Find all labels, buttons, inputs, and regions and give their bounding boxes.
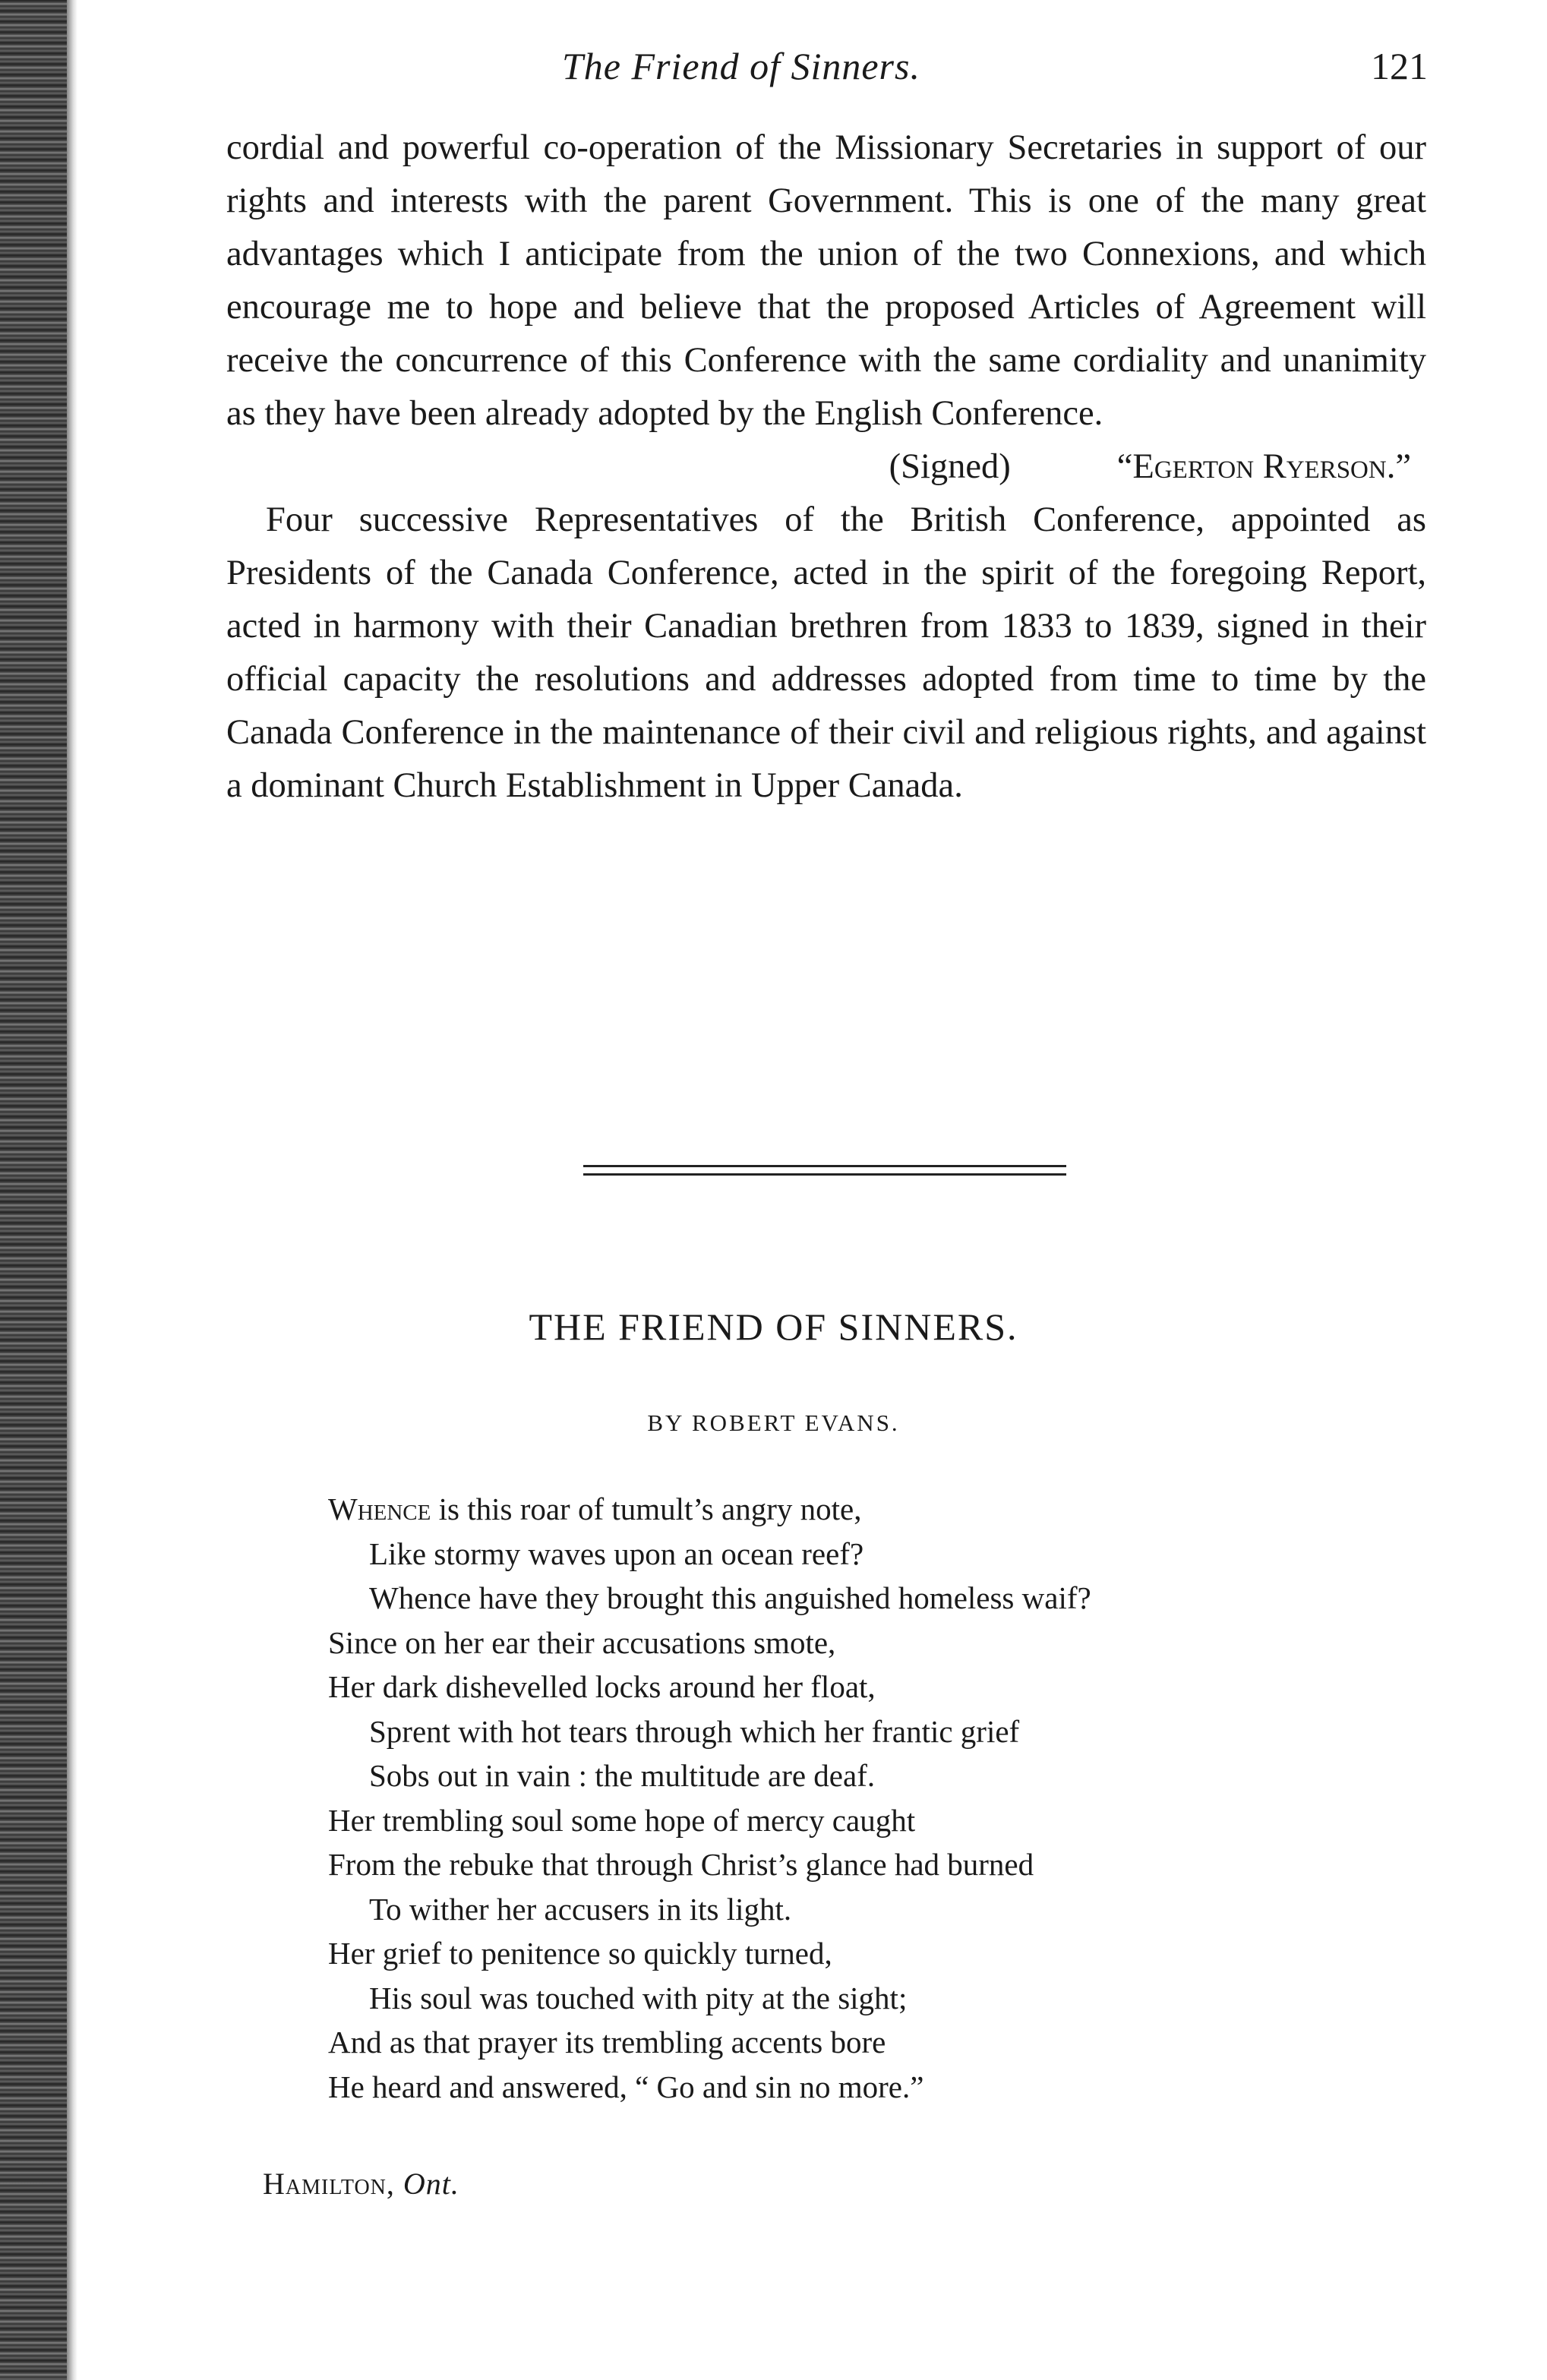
poem-body [328, 1487, 1391, 2109]
poem-line: Sobs out in vain : the multitude are deaf. [369, 1758, 876, 1793]
poem-line: Whence is this roar of tumult’s angry note, [328, 1491, 862, 1526]
poem-line: He heard and answered, “ Go and sin no more.” [328, 2069, 924, 2104]
signatory-name: “Egerton Ryerson.” [1116, 447, 1411, 486]
page-number: 121 [1371, 45, 1428, 87]
poem-line: And as that prayer its trembling accents bore [328, 2025, 886, 2060]
running-head [228, 44, 1428, 105]
poem-line: Her trembling soul some hope of mercy caught [328, 1802, 916, 1838]
paragraph-continued: cordial and powerful co-operation of the Missionary Secretaries in support of our rights and interests with the parent Government. This is one of the many great advantages which I anticipate from the union of the two Connexions, and which encourage me to hope and believe that the proposed Articles of Agreement will receive the concurrence of this Conference with the same cordiality and unanimity as they have been already adopted by the English Conference. [226, 128, 1426, 433]
article-body [226, 122, 1426, 813]
signature-line [226, 440, 1426, 494]
signed-label: (Signed) [889, 447, 1011, 486]
poem-title: THE FRIEND OF SINNERS. [529, 1305, 1018, 1348]
poem-line: To wither her accusers in its light. [369, 1891, 792, 1927]
poem-line: Her grief to penitence so quickly turned, [328, 1936, 832, 1971]
poem-byline: BY ROBERT EVANS. [647, 1409, 900, 1436]
poem-line: Like stormy waves upon an ocean reef? [369, 1536, 864, 1571]
poem-line: His soul was touched with pity at the sight; [369, 1980, 908, 2015]
book-binding-edge [0, 0, 67, 2380]
place-province: Ont. [403, 2167, 459, 2201]
poem-line: From the rebuke that through Christ’s glance had burned [328, 1847, 1034, 1882]
poem-line: Whence have they brought this anguished homeless waif? [369, 1580, 1091, 1615]
poem-line: Sprent with hot tears through which her frantic grief [369, 1713, 1020, 1749]
place-city: Hamilton, [263, 2167, 395, 2201]
poem-first-word: Whence [328, 1491, 431, 1526]
paragraph: Four successive Representatives of the British Conference, appointed as Presidents of the Canada Conference, acted in the spirit of the foregoing Report, acted in harmony with their Canadian brethren from 1833 to 1839, signed in their official capacity the resolutions and addresses adopted from time to time by the Canada Conference in the maintenance of their civil and religious rights, and against a dominant Church Establishment in Upper Canada. [226, 500, 1426, 805]
poem-line: Since on her ear their accusations smote, [328, 1624, 836, 1660]
running-title: The Friend of Sinners. [562, 45, 920, 87]
poem-place [263, 2166, 459, 2202]
page-gutter-shadow [67, 0, 77, 2380]
poem-line: Her dark dishevelled locks around her float, [328, 1669, 876, 1704]
section-divider [583, 1165, 1066, 1176]
